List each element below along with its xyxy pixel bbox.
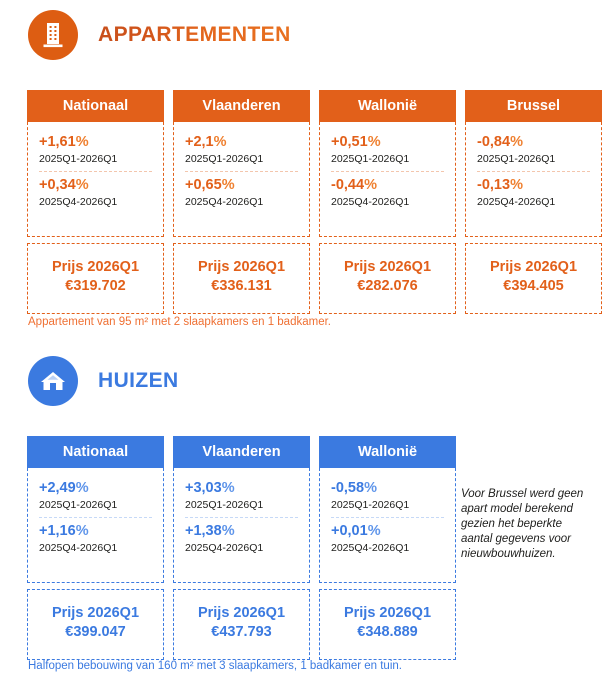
stat-separator bbox=[39, 171, 152, 172]
stat-row bbox=[28, 522, 163, 555]
table-column-nationaal bbox=[27, 90, 164, 314]
percent-symbol: % bbox=[75, 480, 89, 496]
price-label: Prijs 2026Q1 bbox=[197, 259, 286, 275]
price-label: Prijs 2026Q1 bbox=[197, 605, 286, 621]
table-column-wallonie bbox=[319, 436, 456, 660]
price-box bbox=[319, 589, 456, 660]
stat-period: 2025Q4-2026Q1 bbox=[477, 196, 556, 208]
stat-row bbox=[174, 176, 309, 209]
section-header-appartementen bbox=[28, 10, 291, 60]
column-header: Vlaanderen bbox=[173, 436, 310, 468]
stat-value: -0,13% bbox=[477, 177, 523, 193]
stat-row bbox=[28, 133, 163, 166]
stat-period: 2025Q4-2026Q1 bbox=[39, 542, 118, 554]
price-value: €437.793 bbox=[211, 624, 272, 640]
stat-separator bbox=[185, 171, 298, 172]
stat-period: 2025Q4-2026Q1 bbox=[39, 196, 118, 208]
stat-row bbox=[320, 522, 455, 555]
percent-symbol: % bbox=[213, 134, 227, 150]
stat-period: 2025Q1-2026Q1 bbox=[477, 153, 556, 165]
column-header: Wallonië bbox=[319, 436, 456, 468]
price-value: €336.131 bbox=[211, 278, 272, 294]
stat-value: +0,34% bbox=[39, 177, 89, 193]
stat-period: 2025Q4-2026Q1 bbox=[185, 196, 264, 208]
table-column-nationaal bbox=[27, 436, 164, 660]
price-box bbox=[27, 243, 164, 314]
table-appartementen bbox=[27, 90, 602, 314]
price-value: €348.889 bbox=[357, 624, 418, 640]
stat-separator bbox=[39, 517, 152, 518]
column-header: Nationaal bbox=[27, 436, 164, 468]
table-column-vlaanderen bbox=[173, 436, 310, 660]
stat-value: +0,65% bbox=[185, 177, 235, 193]
column-stats bbox=[27, 122, 164, 237]
column-header: Nationaal bbox=[27, 90, 164, 122]
stat-value: -0,58% bbox=[331, 480, 377, 496]
stat-separator bbox=[185, 517, 298, 518]
price-label: Prijs 2026Q1 bbox=[343, 259, 432, 275]
stat-separator bbox=[477, 171, 590, 172]
price-value: €399.047 bbox=[65, 624, 126, 640]
column-stats bbox=[173, 468, 310, 583]
stat-period: 2025Q1-2026Q1 bbox=[39, 153, 118, 165]
table-column-vlaanderen bbox=[173, 90, 310, 314]
stat-period: 2025Q1-2026Q1 bbox=[185, 153, 264, 165]
percent-symbol: % bbox=[367, 134, 381, 150]
column-stats bbox=[465, 122, 602, 237]
stat-row bbox=[466, 176, 601, 209]
price-box bbox=[27, 589, 164, 660]
price-box bbox=[173, 589, 310, 660]
stat-row bbox=[320, 133, 455, 166]
percent-symbol: % bbox=[221, 177, 235, 193]
column-stats bbox=[27, 468, 164, 583]
price-box bbox=[465, 243, 602, 314]
price-label: Prijs 2026Q1 bbox=[51, 259, 140, 275]
stat-value: -0,84% bbox=[477, 134, 523, 150]
table-column-wallonie bbox=[319, 90, 456, 314]
percent-symbol: % bbox=[221, 480, 235, 496]
percent-symbol: % bbox=[510, 134, 523, 150]
column-header: Brussel bbox=[465, 90, 602, 122]
stat-row bbox=[28, 479, 163, 512]
column-stats bbox=[319, 122, 456, 237]
price-value: €319.702 bbox=[65, 278, 126, 294]
percent-symbol: % bbox=[364, 177, 377, 193]
stat-period: 2025Q1-2026Q1 bbox=[331, 499, 410, 511]
stat-period: 2025Q4-2026Q1 bbox=[331, 542, 410, 554]
stat-row bbox=[320, 479, 455, 512]
price-label: Prijs 2026Q1 bbox=[343, 605, 432, 621]
stat-row bbox=[174, 522, 309, 555]
stat-row bbox=[174, 133, 309, 166]
stat-value: +1,61% bbox=[39, 134, 89, 150]
price-label: Prijs 2026Q1 bbox=[489, 259, 578, 275]
column-header: Vlaanderen bbox=[173, 90, 310, 122]
stat-period: 2025Q4-2026Q1 bbox=[331, 196, 410, 208]
stat-separator bbox=[331, 171, 444, 172]
stat-row bbox=[466, 133, 601, 166]
table-column-brussel bbox=[465, 90, 602, 314]
percent-symbol: % bbox=[75, 177, 89, 193]
caption-appartementen: Appartement van 95 m² met 2 slaapkamers en 1 badkamer. bbox=[28, 316, 331, 328]
column-stats bbox=[173, 122, 310, 237]
percent-symbol: % bbox=[364, 480, 377, 496]
stat-value: +3,03% bbox=[185, 480, 235, 496]
caption-huizen: Halfopen bebouwing van 160 m² met 3 slaapkamers, 1 badkamer en tuin. bbox=[28, 660, 402, 672]
price-value: €282.076 bbox=[357, 278, 418, 294]
percent-symbol: % bbox=[367, 523, 381, 539]
stat-row bbox=[320, 176, 455, 209]
stat-separator bbox=[331, 517, 444, 518]
stat-period: 2025Q1-2026Q1 bbox=[185, 499, 264, 511]
column-stats bbox=[319, 468, 456, 583]
price-box bbox=[173, 243, 310, 314]
stat-row bbox=[28, 176, 163, 209]
stat-row bbox=[174, 479, 309, 512]
section-title: HUIZEN bbox=[98, 369, 179, 392]
stat-period: 2025Q4-2026Q1 bbox=[185, 542, 264, 554]
column-header: Wallonië bbox=[319, 90, 456, 122]
price-value: €394.405 bbox=[503, 278, 564, 294]
brussel-note: Voor Brussel werd geen apart model berekend gezien het beperkte aantal gegevens voor nieuwbouwhuizen. bbox=[461, 488, 584, 560]
stat-value: +0,01% bbox=[331, 523, 381, 539]
percent-symbol: % bbox=[510, 177, 523, 193]
house-icon bbox=[28, 356, 78, 406]
stat-value: +1,38% bbox=[185, 523, 235, 539]
stat-value: +2,1% bbox=[185, 134, 227, 150]
stat-value: -0,44% bbox=[331, 177, 377, 193]
stat-value: +1,16% bbox=[39, 523, 89, 539]
price-box bbox=[319, 243, 456, 314]
section-title: APPARTEMENTEN bbox=[98, 23, 291, 46]
percent-symbol: % bbox=[221, 523, 235, 539]
stat-period: 2025Q1-2026Q1 bbox=[39, 499, 118, 511]
price-label: Prijs 2026Q1 bbox=[51, 605, 140, 621]
stat-period: 2025Q1-2026Q1 bbox=[331, 153, 410, 165]
section-header-huizen bbox=[28, 356, 179, 406]
percent-symbol: % bbox=[75, 523, 89, 539]
apartment-building-icon bbox=[28, 10, 78, 60]
percent-symbol: % bbox=[75, 134, 89, 150]
stat-value: +0,51% bbox=[331, 134, 381, 150]
table-huizen bbox=[27, 436, 456, 660]
stat-value: +2,49% bbox=[39, 480, 89, 496]
